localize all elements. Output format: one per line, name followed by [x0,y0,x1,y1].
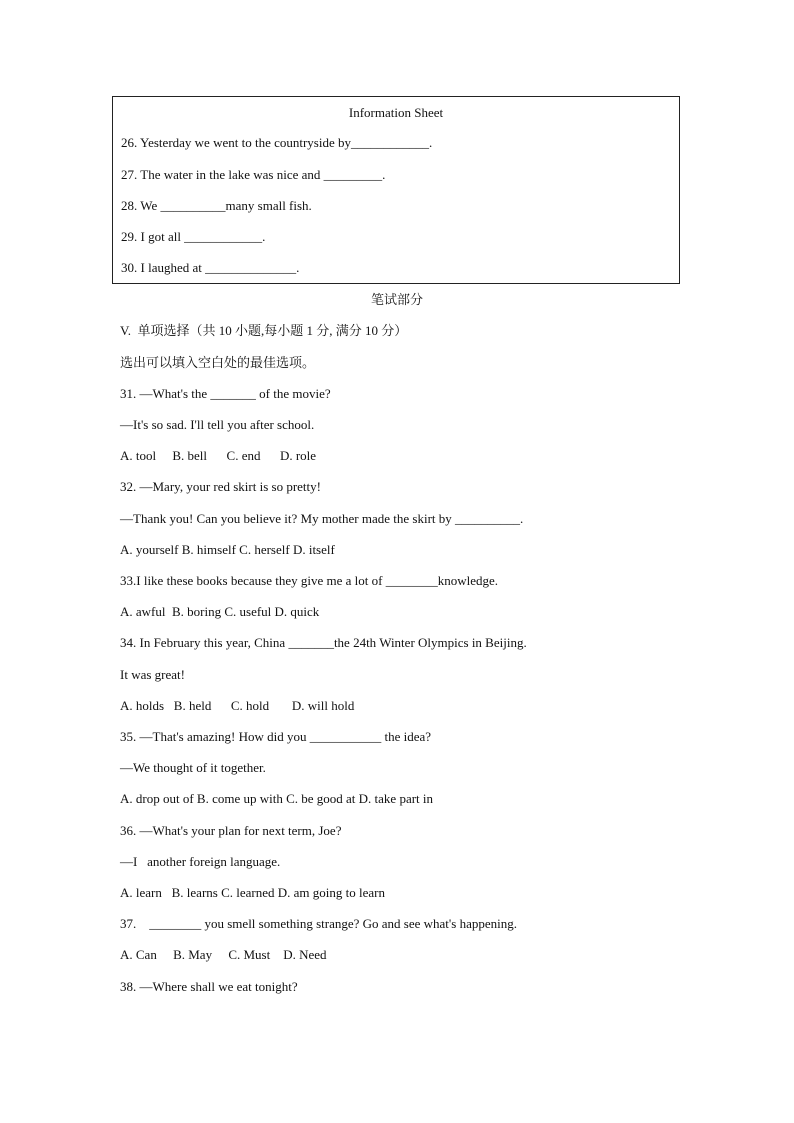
question-32-options: A. yourself B. himself C. herself D. itself [120,542,335,557]
info-question-27: 27. The water in the lake was nice and _________. [121,167,386,182]
written-section-heading: 笔试部分 [370,292,423,307]
question-33-stem: 33.I like these books because they give me a lot of ________knowledge. [120,573,498,588]
question-33-options: A. awful B. boring C. useful D. quick [120,604,320,619]
question-31-dialogue: —It's so sad. I'll tell you after school. [120,417,315,432]
info-question-26: 26. Yesterday we went to the countryside by____________. [121,135,433,150]
info-question-28: 28. We __________many small fish. [121,198,312,213]
question-36-stem: 36. —What's your plan for next term, Joe? [120,823,342,838]
question-32-stem: 32. —Mary, your red skirt is so pretty! [120,479,321,494]
question-35-dialogue: —We thought of it together. [120,760,266,775]
information-sheet-box [112,96,680,284]
question-34-options: A. holds B. held C. hold D. will hold [120,698,355,713]
multiple-choice-section-title: V. 单项选择（共 10 小题,每小题 1 分, 满分 10 分） [120,323,408,338]
question-31-stem: 31. —What's the _______ of the movie? [120,386,331,401]
question-37-options: A. Can B. May C. Must D. Need [120,947,327,962]
question-34-stem-continued: It was great! [120,667,185,682]
question-37-stem: 37. ________ you smell something strange? Go and see what's happening. [120,916,517,931]
question-38-stem: 38. —Where shall we eat tonight? [120,979,298,994]
question-36-dialogue: —I another foreign language. [120,854,281,869]
info-question-29: 29. I got all ____________. [121,229,266,244]
question-31-options: A. tool B. bell C. end D. role [120,448,317,463]
question-34-stem: 34. In February this year, China _______the 24th Winter Olympics in Beijing. [120,635,527,650]
question-32-dialogue: —Thank you! Can you believe it? My mother made the skirt by __________. [120,511,524,526]
question-35-options: A. drop out of B. come up with C. be good at D. take part in [120,791,434,806]
info-question-30: 30. I laughed at ______________. [121,260,300,275]
question-36-options: A. learn B. learns C. learned D. am going to learn [120,885,385,900]
multiple-choice-instruction: 选出可以填入空白处的最佳选项。 [120,355,316,370]
information-sheet-title: Information Sheet [348,105,444,120]
question-35-stem: 35. —That's amazing! How did you ___________ the idea? [120,729,432,744]
